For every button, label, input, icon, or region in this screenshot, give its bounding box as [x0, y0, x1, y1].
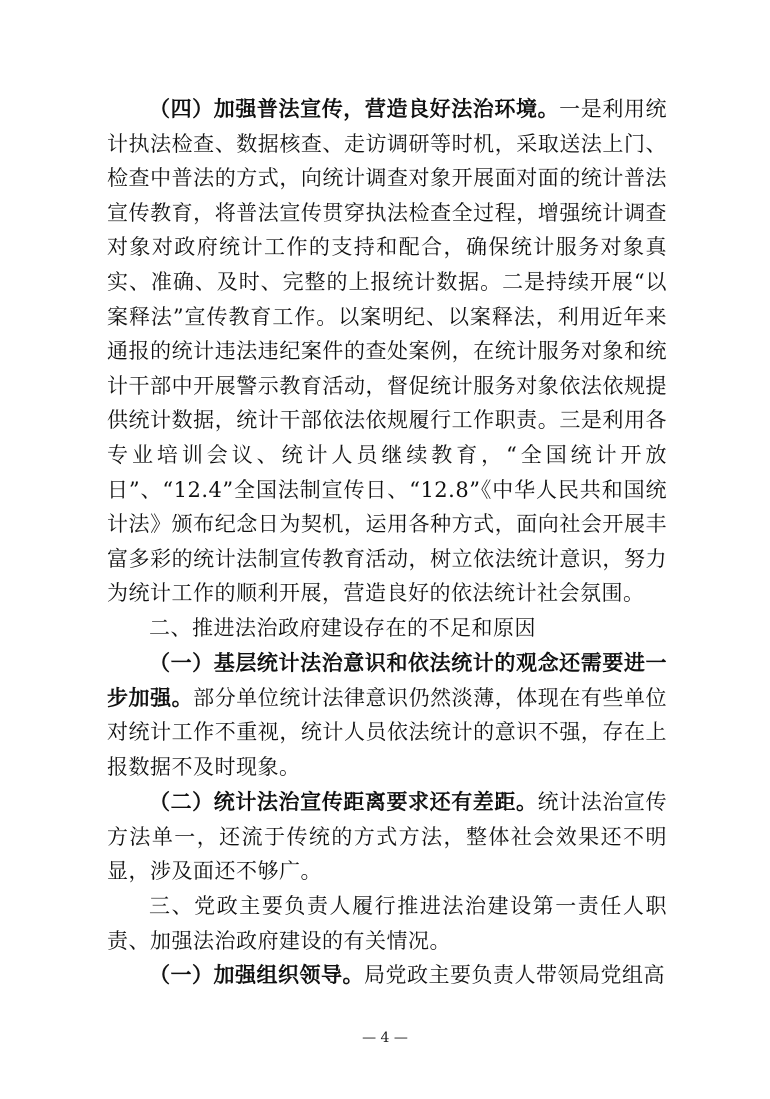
paragraph-law-promotion	[107, 92, 667, 611]
paragraph-leadership	[107, 958, 667, 993]
paragraph-awareness	[107, 646, 667, 784]
paragraph-lead: （四）加强普法宣传，营造良好法治环境。	[149, 96, 560, 121]
paragraph-body: 统计法治宣传方法单一，还流于传统的方式方法，整体社会效果还不明显，涉及面还不够广。	[107, 790, 668, 884]
paragraph-lead: （二）统计法治宣传距离要求还有差距。	[149, 789, 538, 814]
paragraph-body: 局党政主要负责人带领局党组高	[364, 963, 665, 987]
paragraph-body: 一是利用统计执法检查、数据核查、走访调研等时机，采取送法上门、检查中普法的方式，向统计调查对象开展面对面的统计普法宣传教育，将普法宣传贯穿执法检查全过程，增强统计调查对象对政府统计工作的支持和配合，确保统计服务对象真实、准确、及时、完整的上报统计数据。二是持续开展“以案释法”宣传教育工作。以案明纪、以案释法，利用近年来通报的统计违法违纪案件的查处案例，在统计服务对象和统计干部中开展警示教育活动，督促统计服务对象依法依规提供统计数据，统计干部依法依规履行工作职责。三是利用各专业培训会议、统计人员继续教育，“全国统计开放日”、“12.4”全国法制宣传日、“12.8”《中华人民共和国统计法》颁布纪念日为契机，运用各种方式，面向社会开展丰富多彩的统计法制宣传教育活动，树立依法统计意识，努力为统计工作的顺利开展，营造良好的依法统计社会氛围。	[107, 97, 668, 606]
page-number: — 4 —	[362, 1030, 408, 1046]
paragraph-lead: （一）基层统计法治意识和依法统计的观念还需要进一步加强。	[107, 650, 667, 710]
paragraph-promotion-gap	[107, 785, 667, 889]
section-heading-3: 三、党政主要负责人履行推进法治建设第一责任人职责、加强法治政府建设的有关情况。	[107, 894, 667, 953]
section-heading-2: 二、推进法治政府建设存在的不足和原因	[149, 616, 536, 640]
paragraph-lead: （一）加强组织领导。	[149, 962, 364, 987]
paragraph-body: 部分单位统计法律意识仍然淡薄，体现在有些单位对统计工作不重视，统计人员依法统计的意识不强，存在上报数据不及时现象。	[107, 685, 668, 779]
